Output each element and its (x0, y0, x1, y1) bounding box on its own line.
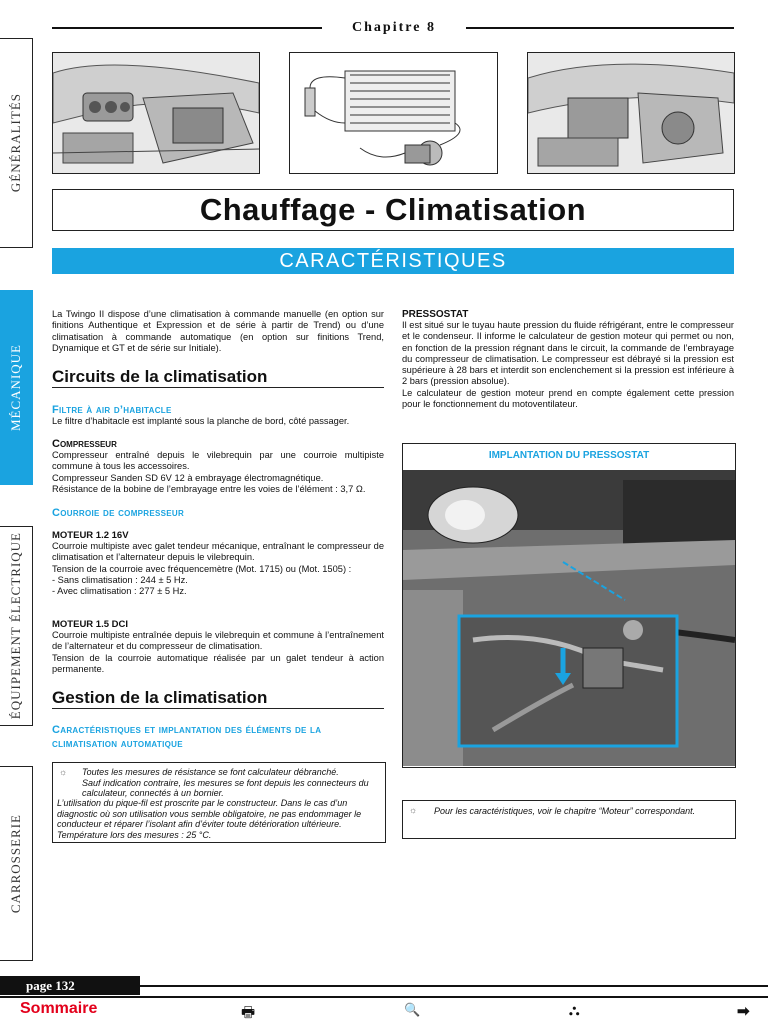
condenser-compressor-illustration (289, 52, 498, 174)
note-icon: ☼ (59, 767, 68, 777)
heading-rule (52, 387, 384, 388)
note-box-right: ☼ Pour les caractéristiques, voir le chapitre “Moteur” correspondant. (402, 800, 736, 839)
side-tab-equipement-electrique[interactable]: ÉQUIPEMENT ÉLECTRIQUE (0, 526, 33, 726)
sommaire-link[interactable]: Sommaire (20, 1000, 98, 1017)
search-document-icon[interactable]: 🔍 (404, 1002, 421, 1017)
heading-gestion: Gestion de la climatisation (52, 688, 384, 709)
filtre-text: Le filtre d’habitacle est implanté sous la planche de bord, côté passager. (52, 416, 350, 426)
heading-rule (52, 708, 384, 709)
page-title: Chauffage - Climatisation (199, 192, 587, 227)
courroie-section (52, 507, 384, 519)
chapter-title: Chapitre 8 (352, 20, 436, 35)
side-tab-generalites[interactable]: GÉNÉRALITÉS (0, 38, 33, 248)
compresseur-title: Compresseur (52, 438, 117, 450)
courroie-title: Courroie de compresseur (52, 507, 185, 519)
heading-circuits: Circuits de la climatisation (52, 367, 384, 388)
dashboard-illustration-right (527, 52, 735, 174)
pressostat-title: PRESSOSTAT (402, 309, 469, 320)
side-tab-carrosserie[interactable]: CARROSSERIE (0, 766, 33, 961)
binoculars-icon[interactable]: ⛬ (569, 1002, 580, 1019)
page-title-box (52, 189, 734, 231)
side-tab-mecanique[interactable]: MÉCANIQUE (0, 290, 33, 485)
moteur1-title: MOTEUR 1.2 16V (52, 530, 129, 541)
moteur1-section: MOTEUR 1.2 16V Courroie multipiste avec galet tendeur mécanique, entraînant le compresseur de climatisation et l’alternateur depuis le vilebrequin. Tension de la courroie avec fréquencemètre (Mot. 1715) ou (Mot. 1505) : - Sans climatisation : 244 ± 5 Hz. - Avec climatisation : 277 ± 5 Hz. (52, 530, 384, 597)
intro-paragraph: La Twingo II dispose d’une climatisation à commande manuelle (en option sur finitions Authentique et Expression et de série à partir de Trend) ou d’une climatisation à commande automatique (en option sur finitions Trend, Dynamique et GT et de série sur Initiale). (52, 309, 384, 353)
pressostat-section: PRESSOSTAT Il est situé sur le tuyau haute pression du fluide réfrigérant, entre le compresseur et le condenseur. Il informe le calculateur de gestion moteur qui permet ou non, en fonction de la pression régnant dans le circuit, la commande de l’embrayage du compresseur de climatisation. Le compresseur est débrayé si la pression est supérieure à 28 bars et interdit son enclenchement si la pression est inférieure à 2 bars (pression absolue). Le calculateur de gestion moteur prend en compte également cette pression pour le fonctionnement du motoventilateur. (402, 309, 734, 410)
gestion-subtitle: Caractéristiques et implantation des éléments de la climatisation automatique (52, 724, 322, 750)
header-rule-left (52, 27, 322, 29)
header-rule-right (466, 27, 734, 29)
note-icon: ☼ (409, 805, 418, 815)
compresseur-section: Compresseur Compresseur entraîné depuis le vilebrequin par une courroie multipiste commune à tous les accessoires. Compresseur Sanden SD 6V 12 à embrayage électromagnétique. Résistance de la bobine de l’embrayage entre les voies de l’élément : 3,7 Ω. (52, 438, 384, 494)
page-number: page 132 (0, 976, 140, 995)
filtre-title: Filtre à air d’habitacle (52, 404, 172, 416)
moteur2-title: MOTEUR 1.5 DCI (52, 619, 129, 630)
moteur2-section: MOTEUR 1.5 DCI Courroie multipiste entraînée depuis le vilebrequin et commune à l’entraînement de l’alternateur et du compresseur de climatisation. Tension de la courroie automatique réalisée par un galet tendeur à action permanente. (52, 619, 384, 674)
footer-rule-bottom (0, 996, 768, 998)
footer-rule (140, 985, 768, 987)
pressostat-photo-frame (402, 443, 736, 768)
filtre-section (52, 404, 384, 427)
print-icon[interactable]: 🖶 (241, 1004, 256, 1021)
next-arrow-icon[interactable]: ➡ (737, 1003, 750, 1020)
pressostat-photo (403, 470, 735, 766)
left-column (52, 309, 384, 354)
photo-caption: IMPLANTATION DU PRESSOSTAT (488, 450, 650, 461)
section-bar: CARACTÉRISTIQUES (52, 248, 734, 274)
note-box-left: ☼ Toutes les mesures de résistance se font calculateur débranché. Sauf indication contraire, les mesures se font depuis les connecteurs du calculateur, connectés à un bornier. L’utilisation du pique-fil est proscrite par le constructeur. Dans le cas d’un diagnostic où son utilisation vous semble obligatoire, ne pas endommager le conducteur et réparer l’isolant afin d’éviter toute détérioration ultérieure. Température lors des mesures : 25 °C. (52, 762, 386, 843)
dashboard-illustration-left (52, 52, 260, 174)
